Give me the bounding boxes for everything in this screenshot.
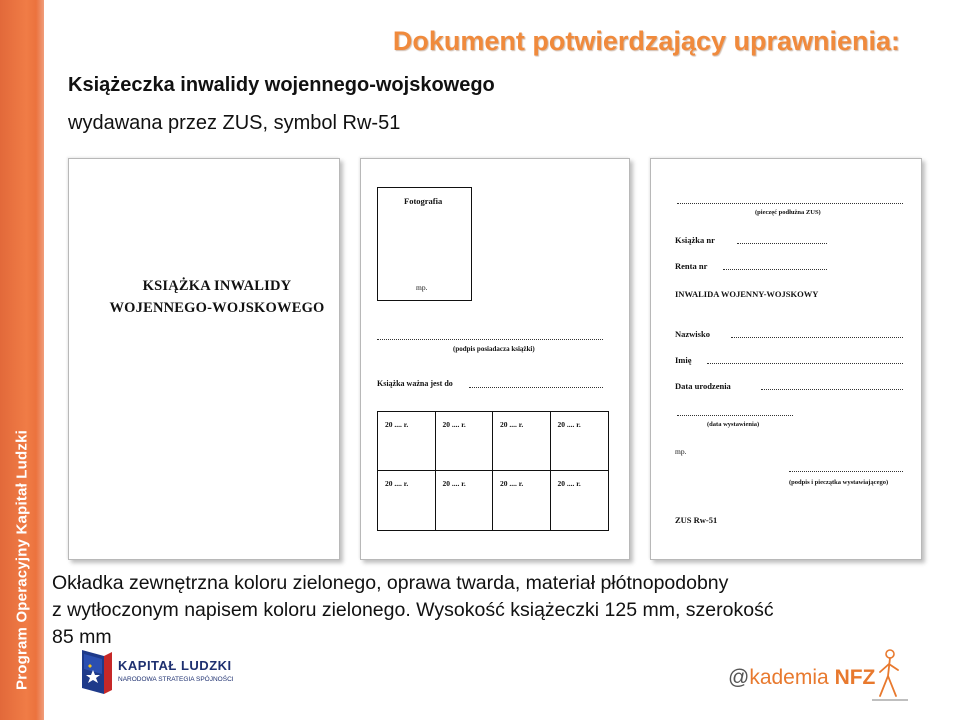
kapital-ludzki-subtitle: NARODOWA STRATEGIA SPÓJNOŚCI [118, 676, 234, 683]
book-number-line [737, 243, 827, 244]
birth-date-line [761, 389, 903, 390]
document-name: Książeczka inwalidy wojennego-wojskowego [68, 74, 495, 96]
first-name-line [707, 363, 903, 364]
valid-until-line [469, 387, 603, 388]
akademia-word: kademia [749, 666, 829, 689]
booklet-details-page-scan [650, 158, 922, 560]
validity-grid [377, 411, 609, 531]
side-band-label: Program Operacyjny Kapitał Ludzki [13, 429, 31, 691]
validity-cell: 20 .... r. [436, 471, 494, 530]
cover-title-line1: KSIĄŻKA INWALIDY [142, 278, 292, 294]
signature-line [377, 339, 603, 340]
stamp-mp-label: mp. [675, 447, 687, 456]
pension-number-label: Renta nr [675, 261, 708, 271]
cover-title-line2: WOJENNEGO-WOJSKOWEGO [109, 300, 325, 316]
validity-cell: 20 .... r. [493, 412, 551, 471]
description-line1: Okładka zewnętrzna koloru zielonego, oprawa twarda, materiał płótnopodobny [52, 572, 729, 594]
akademia-nfz-wordmark [728, 666, 875, 690]
issuer-signature-caption: (podpis i pieczątka wystawiającego) [789, 479, 889, 486]
pension-number-line [723, 269, 827, 270]
validity-cell: 20 .... r. [378, 412, 436, 471]
stamp-caption: (pieczęć podłużna ZUS) [755, 209, 821, 216]
akademia-nfz-logo [728, 648, 918, 704]
validity-cell: 20 .... r. [551, 412, 609, 471]
book-number-label: Książka nr [675, 235, 715, 245]
document-issuer: wydawana przez ZUS, symbol Rw-51 [68, 112, 401, 134]
description-line2: z wytłoczonym napisem koloru zielonego. Wysokość książeczki 125 mm, szerokość [52, 599, 774, 621]
kapital-ludzki-logo [78, 644, 258, 700]
akademia-at-sign: @ [728, 666, 750, 689]
birth-date-label: Data urodzenia [675, 381, 731, 391]
validity-cell: 20 .... r. [493, 471, 551, 530]
form-symbol: ZUS Rw-51 [675, 515, 718, 525]
description-text [52, 570, 952, 651]
booklet-cover-scan [68, 158, 340, 560]
eu-flag-star-icon [78, 644, 114, 700]
side-band-highlight [36, 0, 44, 720]
validity-cell: 20 .... r. [557, 479, 581, 488]
valid-until-label: Książka ważna jest do [377, 379, 453, 388]
slide-title: Dokument potwierdzający uprawnienia: [392, 26, 900, 56]
surname-label: Nazwisko [675, 329, 710, 339]
surname-line [731, 337, 903, 338]
issue-date-line [677, 415, 793, 416]
photo-label: Fotografia [404, 196, 443, 206]
side-band [0, 0, 44, 720]
validity-cell: 20 .... r. [436, 412, 494, 471]
akademia-nfz-label: NFZ [834, 666, 876, 689]
photo-stamp-label: mp. [416, 283, 428, 292]
booklet-photo-page-scan [360, 158, 630, 560]
description-line3: 85 mm [52, 626, 112, 648]
walking-figure-icon [868, 648, 912, 704]
issuer-signature-line [789, 471, 903, 472]
stamp-line [677, 203, 903, 204]
first-name-label: Imię [675, 355, 692, 365]
kapital-ludzki-title: KAPITAŁ LUDZKI [118, 658, 232, 673]
cover-title [107, 275, 327, 319]
validity-cell: 20 .... r. [378, 471, 436, 530]
signature-caption: (podpis posiadacza książki) [453, 345, 535, 353]
category-label: INWALIDA WOJENNY-WOJSKOWY [675, 289, 819, 299]
issue-date-caption: (data wystawienia) [707, 421, 760, 428]
photo-box [377, 187, 472, 301]
